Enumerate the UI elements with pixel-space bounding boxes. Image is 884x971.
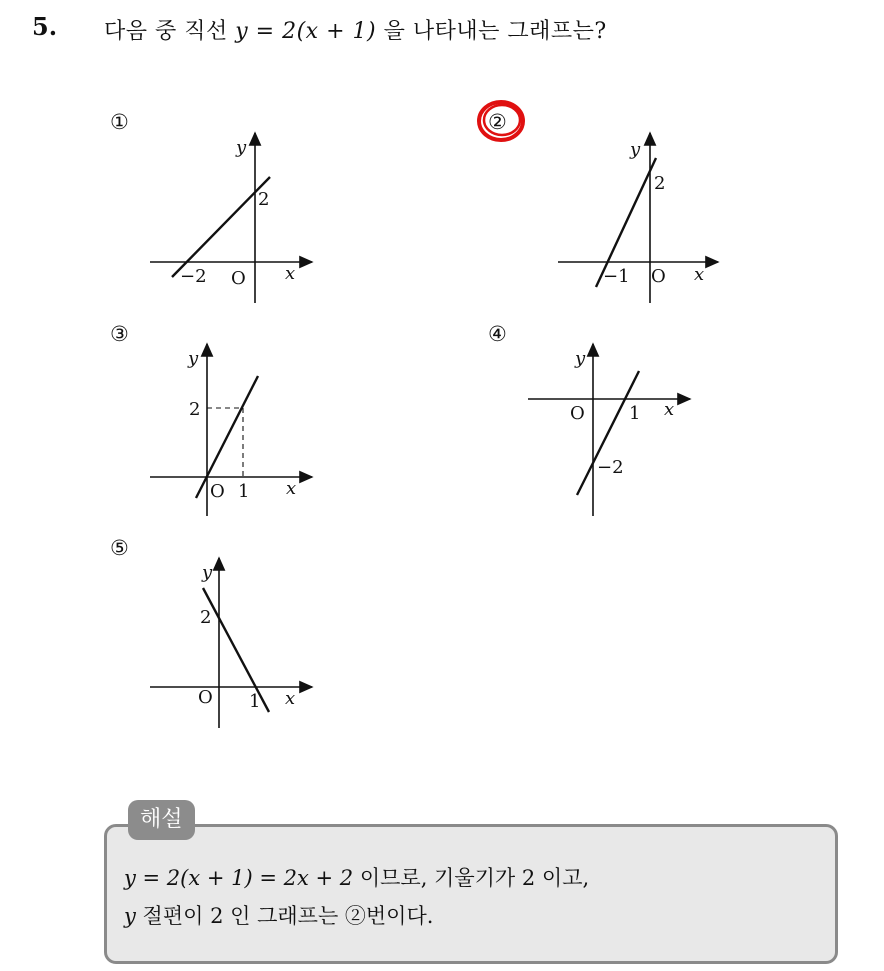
choice-5-label[interactable]: ⑤ (110, 536, 129, 560)
origin-label: O (198, 687, 213, 708)
solution-box (104, 824, 838, 964)
question-text-before: 다음 중 직선 (104, 19, 236, 44)
y-axis-label: y (575, 348, 586, 369)
choice-3-graph[interactable] (140, 338, 320, 523)
y-intercept-label: 2 (654, 173, 666, 194)
solution-line-2-text: 절편이 2 인 그래프는 ②번이다. (135, 904, 434, 928)
origin-label: O (570, 403, 585, 424)
choice-5-graph[interactable] (140, 550, 320, 735)
choice-2-label[interactable]: ② (488, 110, 507, 134)
x-axis-label: x (285, 688, 296, 709)
question-equation: y = 2(x + 1) (235, 19, 377, 44)
choice-1-graph[interactable] (140, 125, 320, 310)
x-axis-label: x (285, 263, 296, 284)
choice-2-graph[interactable] (550, 125, 730, 310)
question-text (104, 14, 607, 45)
question-number: 5. (32, 12, 58, 41)
x-intercept-label: −1 (603, 266, 630, 287)
x-axis-label: x (664, 399, 675, 420)
origin-label: O (231, 268, 246, 289)
x-intercept-label: −2 (180, 266, 207, 287)
solution-tab: 해설 (128, 800, 195, 840)
solution-line-1 (124, 862, 589, 892)
y-axis-label: y (202, 562, 213, 583)
solution-line-2-math: y (124, 904, 136, 928)
x-intercept-label: 1 (249, 691, 261, 712)
choice-4-graph[interactable] (520, 338, 700, 523)
x-intercept-label: 1 (629, 403, 641, 424)
y-axis-label: y (188, 348, 199, 369)
solution-line-2 (124, 900, 433, 930)
x-tick-label: 1 (238, 481, 250, 502)
graph-line (196, 376, 258, 498)
x-axis-label: x (694, 264, 705, 285)
x-axis-label: x (286, 478, 297, 499)
y-intercept-label: −2 (597, 457, 624, 478)
y-intercept-label: 2 (200, 607, 212, 628)
choice-3-label[interactable]: ③ (110, 322, 129, 346)
solution-line-1-text: 이므로, 기울기가 2 이고, (353, 866, 590, 890)
choice-1-label[interactable]: ① (110, 110, 129, 134)
origin-label: O (210, 481, 225, 502)
origin-label: O (651, 266, 666, 287)
question-text-after: 을 나타내는 그래프는? (376, 19, 607, 44)
y-axis-label: y (630, 139, 641, 160)
y-tick-label: 2 (189, 399, 201, 420)
choice-4-label[interactable]: ④ (488, 322, 507, 346)
solution-line-1-math: y = 2(x + 1) = 2x + 2 (124, 866, 354, 890)
y-axis-label: y (236, 137, 247, 158)
y-intercept-label: 2 (258, 189, 270, 210)
